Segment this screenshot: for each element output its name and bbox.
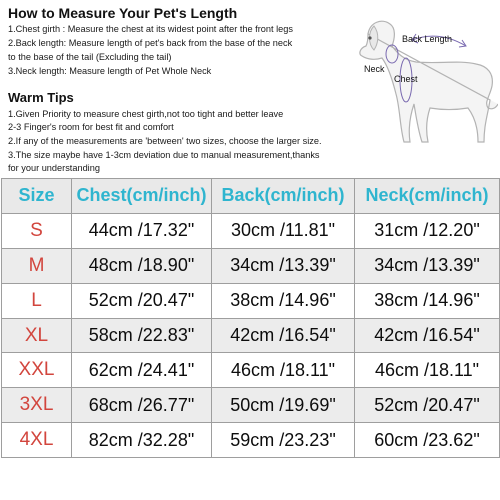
dog-outline-icon: [338, 4, 498, 154]
size-cell: 4XL: [2, 423, 72, 458]
table-row: [2, 248, 500, 283]
back-cell: 38cm /14.96": [212, 283, 355, 318]
back-cell: 42cm /16.54": [212, 318, 355, 353]
chest-cell: 82cm /32.28": [72, 423, 212, 458]
instruction-back-cont: to the base of the tail (Excluding the tail): [8, 52, 172, 62]
size-cell: XL: [2, 318, 72, 353]
chest-cell: 68cm /26.77": [72, 388, 212, 423]
chest-header: Chest(cm/inch): [72, 179, 212, 214]
instruction-chest: 1.Chest girth : Measure the chest at its widest point after the front legs: [8, 24, 293, 34]
size-cell: L: [2, 283, 72, 318]
back-length-label: Back Length: [402, 34, 453, 44]
table-row: [2, 318, 500, 353]
size-cell: M: [2, 248, 72, 283]
size-cell: 3XL: [2, 388, 72, 423]
chest-cell: 58cm /22.83": [72, 318, 212, 353]
neck-label: Neck: [364, 64, 385, 74]
dog-illustration: [338, 4, 498, 154]
tip-line-4: 3.The size maybe have 1-3cm deviation due to manual measurement,thanks: [8, 150, 320, 160]
back-cell: 46cm /18.11": [212, 353, 355, 388]
page-title: How to Measure Your Pet's Length: [8, 5, 238, 21]
chest-cell: 52cm /20.47": [72, 283, 212, 318]
back-cell: 59cm /23.23": [212, 423, 355, 458]
neck-cell: 60cm /23.62": [355, 423, 500, 458]
chest-cell: 44cm /17.32": [72, 213, 212, 248]
tips-title: Warm Tips: [8, 90, 74, 105]
table-row: [2, 283, 500, 318]
back-header: Back(cm/inch): [212, 179, 355, 214]
table-row: [2, 353, 500, 388]
instruction-back: 2.Back length: Measure length of pet's back from the base of the neck: [8, 38, 293, 48]
neck-cell: 38cm /14.96": [355, 283, 500, 318]
size-cell: S: [2, 213, 72, 248]
neck-cell: 42cm /16.54": [355, 318, 500, 353]
tip-line-1: 1.Given Priority to measure chest girth,not too tight and better leave: [8, 109, 284, 119]
table-header-row: [2, 179, 500, 214]
table-row: [2, 423, 500, 458]
tip-line-5: for your understanding: [8, 163, 100, 173]
chest-cell: 48cm /18.90": [72, 248, 212, 283]
back-cell: 50cm /19.69": [212, 388, 355, 423]
size-header: Size: [2, 179, 72, 214]
table-row: [2, 388, 500, 423]
tip-line-3: 2.If any of the measurements are 'between' two sizes, choose the larger size.: [8, 136, 322, 146]
neck-cell: 34cm /13.39": [355, 248, 500, 283]
instruction-neck: 3.Neck length: Measure length of Pet Whole Neck: [8, 66, 212, 76]
neck-cell: 31cm /12.20": [355, 213, 500, 248]
neck-cell: 46cm /18.11": [355, 353, 500, 388]
back-cell: 34cm /13.39": [212, 248, 355, 283]
back-cell: 30cm /11.81": [212, 213, 355, 248]
chest-label: Chest: [394, 74, 418, 84]
neck-header: Neck(cm/inch): [355, 179, 500, 214]
chest-cell: 62cm /24.41": [72, 353, 212, 388]
tip-line-2: 2-3 Finger's room for best fit and comfort: [8, 122, 174, 132]
table-row: [2, 213, 500, 248]
neck-cell: 52cm /20.47": [355, 388, 500, 423]
size-chart-table: [1, 178, 500, 458]
size-cell: XXL: [2, 353, 72, 388]
